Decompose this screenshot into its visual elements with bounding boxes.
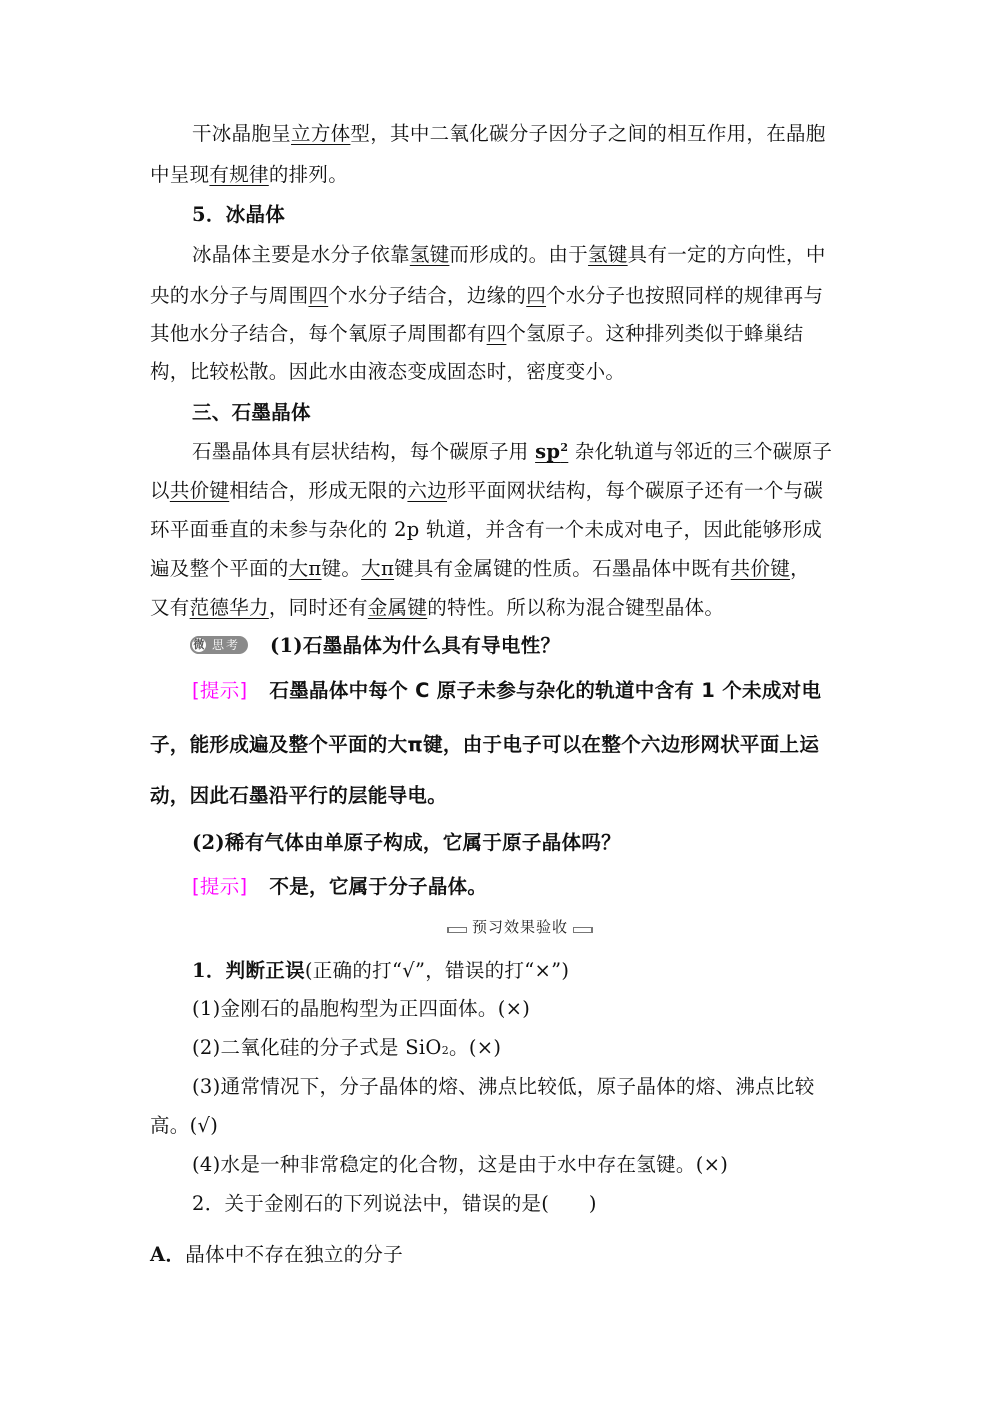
underlined-term: 氢键 [409,243,450,266]
graphite-line5 [150,594,724,622]
exercise-1-item-3: (3)通常情况下，分子晶体的熔、沸点比较低，原子晶体的熔、沸点比较 [192,1075,815,1098]
ice-line2 [150,282,823,310]
hint-label: [提示] [192,875,248,898]
text: 。(×) [449,1036,502,1059]
exercise-1-item-1: (1)金刚石的晶胞构型为正四面体。(×) [192,997,531,1020]
exercise-instructions: (正确的打“√”，错误的打“×”) [304,959,570,982]
hint-answer-1-line1 [192,677,821,705]
underlined-term [535,440,568,463]
ice-heading: 5．冰晶体 [192,203,286,226]
ice-line1 [192,241,826,269]
subscript: 2 [441,1044,450,1057]
think-badge [190,636,248,654]
exercise-1-item-3-cont: 高。(√) [150,1114,219,1137]
exercise-1-title [192,957,569,985]
superscript: 2 [560,441,569,454]
ice-line4: 构，比较松散。因此水由液态变成固态时，密度变小。 [150,360,626,383]
underlined-term: 大π [288,557,322,580]
dry-ice-para-line1 [192,120,826,148]
text: (2)二氧化硅的分子式是 SiO [192,1036,442,1059]
text: 以 [150,479,170,502]
text: 石墨晶体具有层状结构，每个碳原子用 [192,440,536,463]
option-label: A． [150,1243,186,1266]
graphite-line1 [192,438,832,466]
option-text: 晶体中不存在独立的分子 [185,1243,404,1266]
underlined-term: 四 [486,322,507,345]
think-question-1 [190,632,560,660]
exercise-1-item-4: (4)水是一种非常稳定的化合物，这是由于水中存在氢键。(×) [192,1153,729,1176]
hint-answer-2 [192,873,487,901]
underlined-term: 氢键 [588,243,628,266]
underlined-term: 立方体 [291,122,351,145]
ice-line3 [150,320,803,348]
text: ， [790,557,810,580]
text: 形平面网状结构，每个碳原子还有一个与碳 [447,479,824,502]
think-question-2: (2)稀有气体由单原子构成，它属于原子晶体吗？ [192,831,621,854]
text: 央的水分子与周围 [150,284,309,307]
underlined-term: 大π [361,557,395,580]
underlined-term: 共价键 [169,479,230,502]
graphite-line3: 环平面垂直的未参与杂化的 2p 轨道，并含有一个未成对电子，因此能够形成 [150,518,823,541]
text: 杂化轨道与邻近的三个碳原子 [568,440,833,463]
text: 的排列。 [268,163,349,186]
sp-base: sp [535,440,561,463]
underlined-term: 四 [308,284,329,307]
underlined-term: 有规律 [209,163,269,186]
underlined-term: 六边 [407,479,448,502]
text: 而形成的。由于 [449,243,589,266]
text: 中呈现 [150,163,210,186]
graphite-heading: 三、石墨晶体 [192,401,311,424]
text: 的特性。所以称为混合键型晶体。 [427,596,725,619]
hint-answer-1-line3: 动，因此石墨沿平行的层能导电。 [150,784,448,807]
text: 其他水分子结合，每个氧原子周围都有 [150,322,487,345]
text: 又有 [150,596,190,619]
text: ，同时还有 [268,596,368,619]
question-text: (1)石墨晶体为什么具有导电性？ [270,634,561,657]
text: 干冰晶胞呈 [192,122,292,145]
text: 遍及整个平面的 [150,557,289,580]
text: 键具有金属键的性质。石墨晶体中既有 [394,557,731,580]
text: 冰晶体主要是水分子依靠 [192,243,410,266]
exercise-number: 1．判断正误 [192,959,305,982]
text: 个水分子也按照同样的规律再与 [546,284,824,307]
section-banner [447,918,593,938]
text: 键。 [321,557,362,580]
think-badge-label: 思考 [212,637,241,652]
graphite-line2 [150,477,823,505]
text: 型，其中二氧化碳分子因分子之间的相互作用，在晶胞 [350,122,826,145]
text: 个氢原子。这种排列类似于蜂巢结 [506,322,804,345]
graphite-line4 [150,555,810,583]
text: 相结合，形成无限的 [229,479,408,502]
exercise-2-option-a [150,1241,403,1269]
dry-ice-para-line2 [150,161,348,189]
exercise-2-title: 2．关于金刚石的下列说法中，错误的是( ) [192,1192,597,1215]
hint-answer-1-line2: 子，能形成遍及整个平面的大π键，由于电子可以在整个六边形网状平面上运 [150,733,820,756]
banner-label: 预习效果验收 [461,918,579,938]
answer-text: 石墨晶体中每个 C 原子未参与杂化的轨道中含有 1 个未成对电 [269,679,822,702]
exercise-1-item-2 [192,1034,501,1062]
text: 具有一定的方向性，中 [627,243,826,266]
hint-label: [提示] [192,679,248,702]
underlined-term: 共价键 [730,557,791,580]
text: 个水分子结合，边缘的 [328,284,527,307]
underlined-term: 金属键 [367,596,428,619]
underlined-term: 四 [526,284,547,307]
answer-text: 不是，它属于分子晶体。 [269,875,488,898]
think-badge-icon: 微 [190,636,208,654]
underlined-term: 范德华力 [189,596,269,619]
